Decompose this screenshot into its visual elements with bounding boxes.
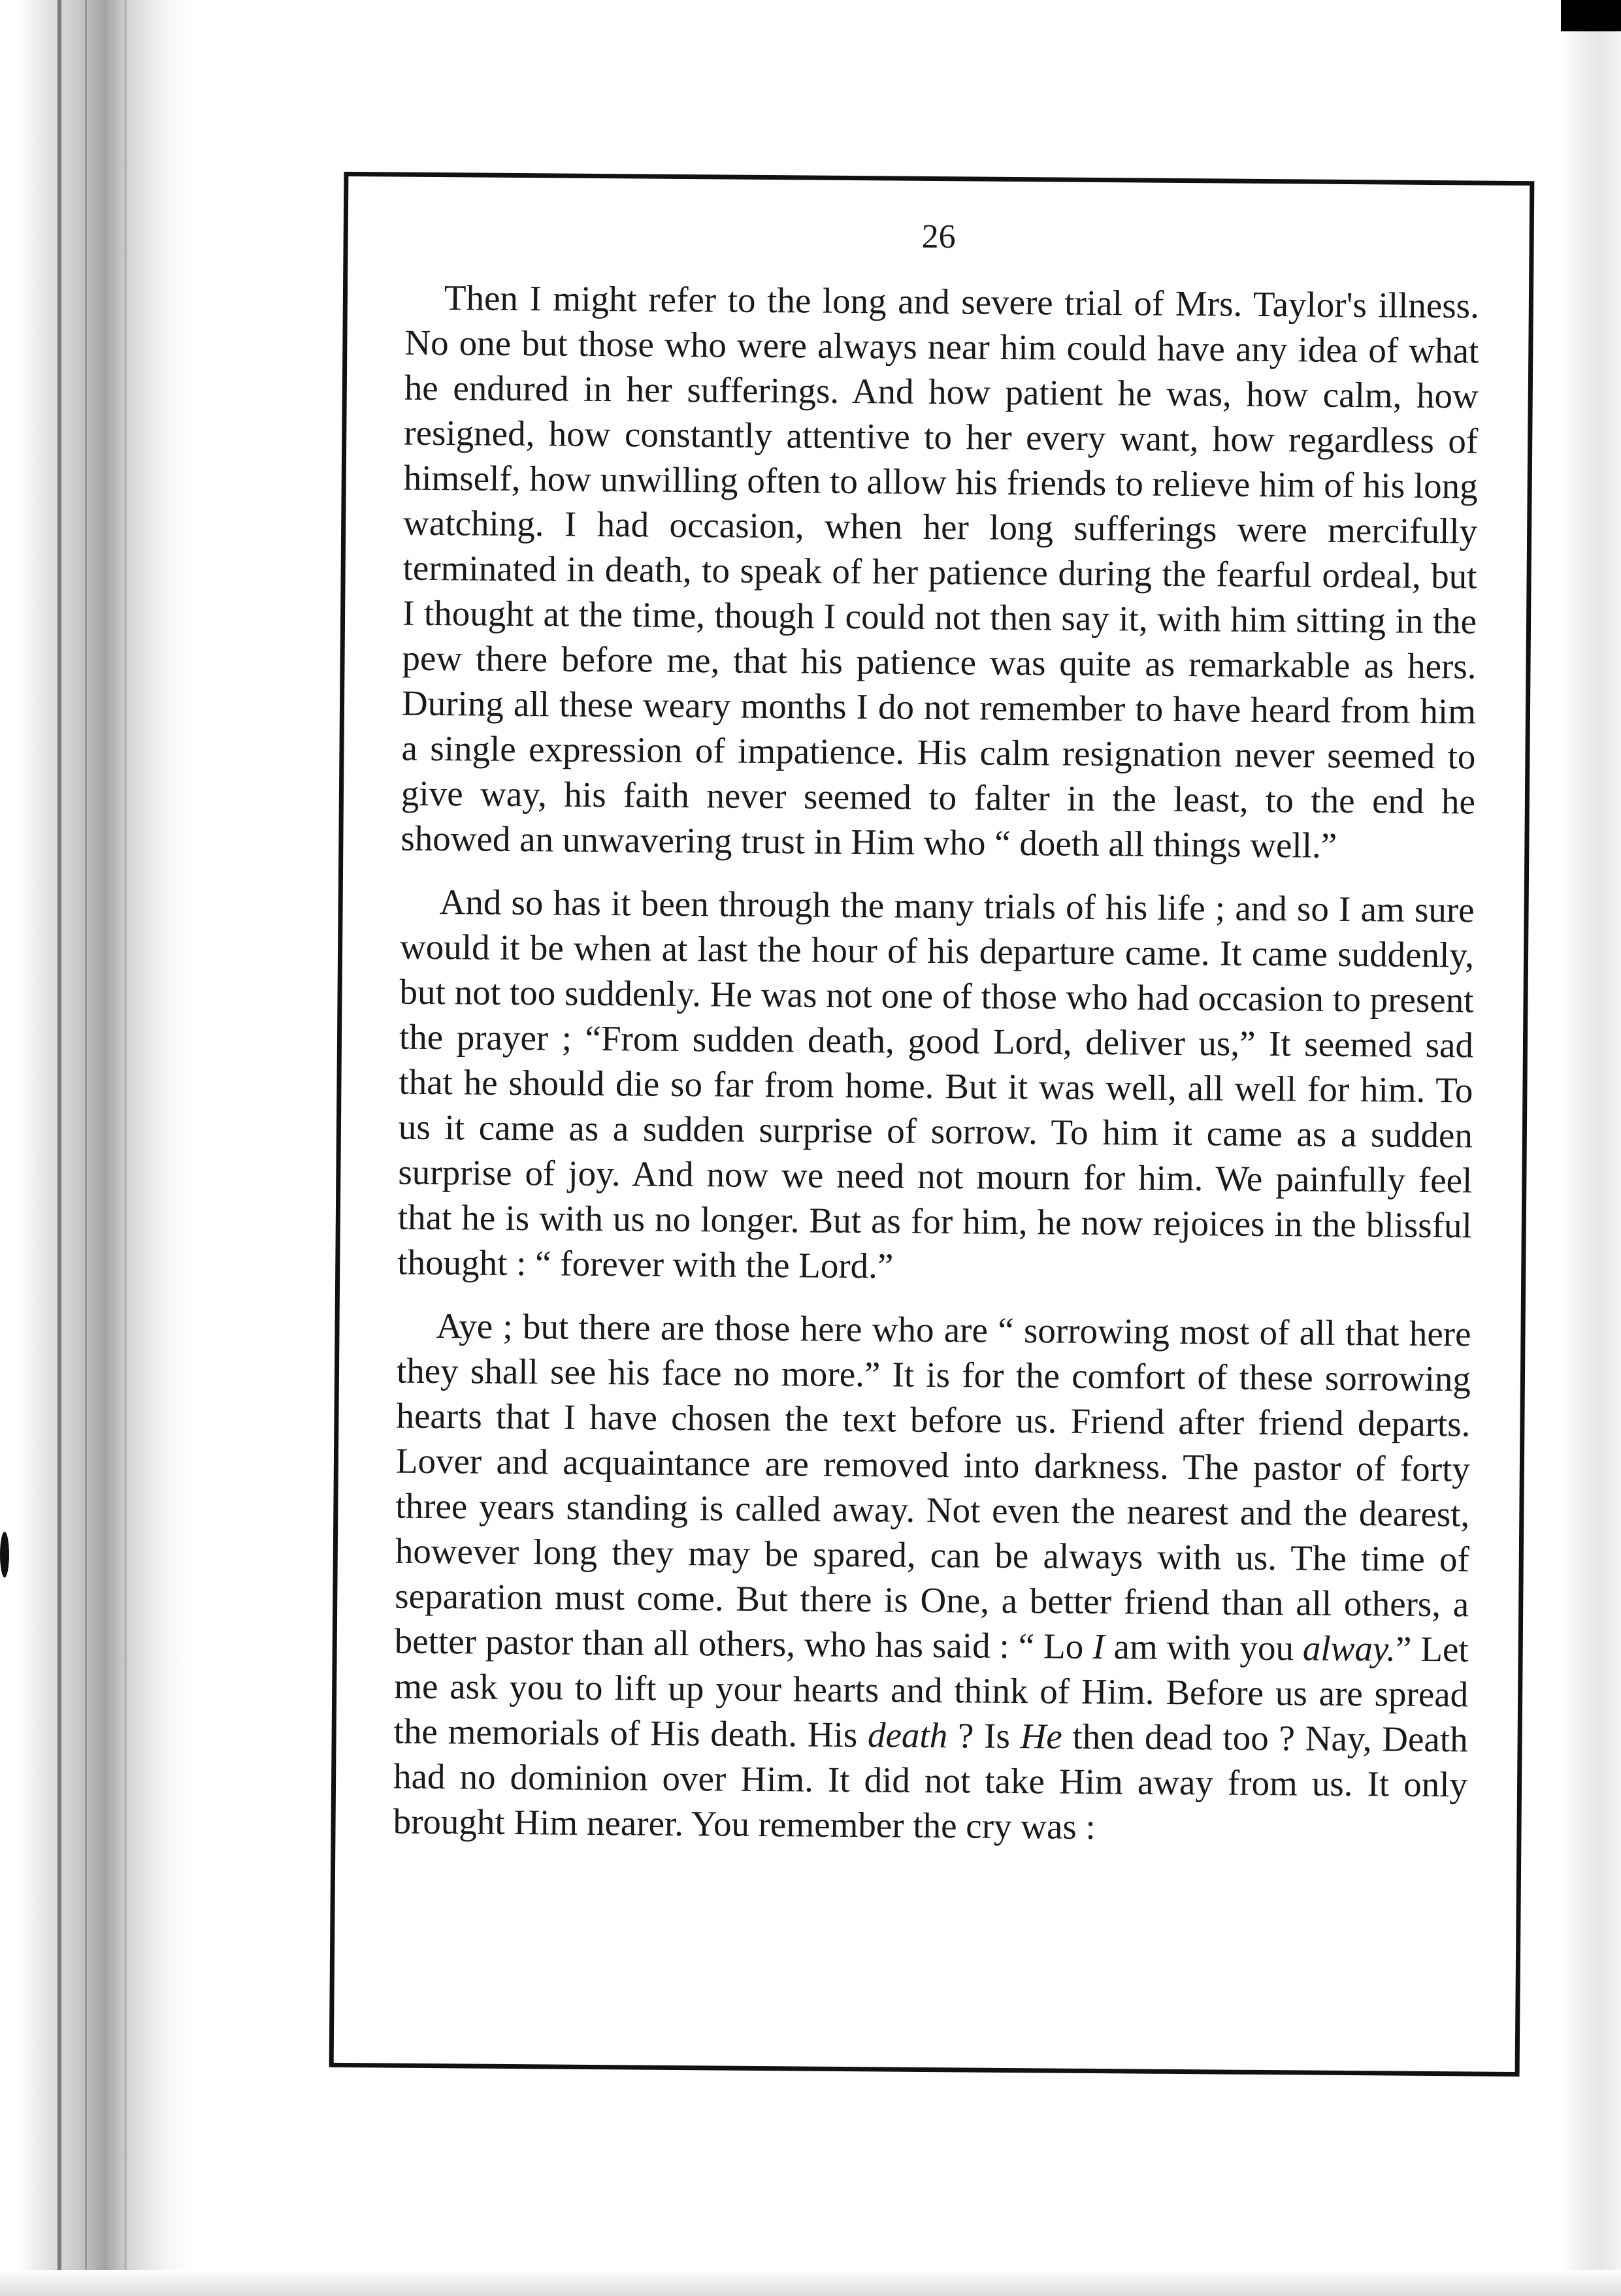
page-bottom-margin <box>0 2270 1621 2296</box>
page-number: 26 <box>921 218 956 256</box>
book-page-edge <box>0 0 196 2296</box>
paragraph-3-text: ” Let me ask you to lift up your hearts and think of Him. Before us are spread the memorials of His death. His <box>393 1628 1469 1755</box>
scan-corner <box>1561 0 1621 31</box>
body-text <box>393 275 1479 1852</box>
emphasis-i: I <box>1092 1626 1105 1667</box>
paragraph-2: And so has it been through the many trials of his life ; and so I am sure would it be when at last the hour of his departure came. It came suddenly, but not too suddenly. He was not one of those who had occasion to present the prayer ; “From sudden death, good Lord, deliver us,” It seemed sad that he should die so far from home. But it was well, all well for him. To us it came as a sudden surprise of sorrow. To him it came as a sudden surprise of joy. And now we need not mourn for him. We painfully feel that he is with us no longer. But as for him, he now rejoices in the blissful thought : “ forever with the Lord.” <box>397 882 1475 1286</box>
paragraph-3-text: then dead too ? Nay, Death had no dominion over Him. It did not take Him away from us. It only brought Him nearer. You remember the cry was : <box>393 1716 1468 1847</box>
emphasis-death: death <box>867 1715 948 1756</box>
paragraph-3-text: am with you <box>1104 1626 1303 1668</box>
text-frame <box>329 172 1535 2077</box>
paragraph-3 <box>393 1303 1471 1852</box>
page-right-margin <box>1561 0 1621 2296</box>
paragraph-3-text: Aye ; but there are those here who are “ sorrowing most of all that here they shall see his face no more.” It is for the comfort of these sorrowing hearts that I have chosen the text before us. Friend after friend departs. Lover and acquaintance are removed into darkness. The pastor of forty three years standing is called away. Not even the nearest and the dearest, however long they may be spared, can be always with us. The time of separation must come. But there is One, a better friend than all others, a better pastor than all others, who has said : “ Lo <box>394 1306 1471 1666</box>
emphasis-alway: alway. <box>1302 1628 1396 1669</box>
paragraph-3-text: ? Is <box>947 1715 1021 1756</box>
paragraph-1: Then I might refer to the long and severe trial of Mrs. Taylor's illness. No one but those who were always near him could have any idea of what he endured in her sufferings. And how patient he was, how calm, how resigned, how constantly attentive to her every want, how regardless of himself, how unwilling often to allow his friends to relieve him of his long watching. I had occasion, when her long sufferings were mercifully terminated in death, to speak of her patience during the fearful ordeal, but I thought at the time, though I could not then say it, with him sitting in the pew there before me, that his patience was quite as remarkable as hers. During all these weary months I do not remember to have heard from him a single expression of impatience. His calm resignation never seemed to give way, his faith never seemed to falter in the least, to the end he showed an unwavering trust in Him who “ doeth all things well.” <box>401 278 1480 865</box>
binding-mark <box>0 1532 9 1577</box>
emphasis-he: He <box>1020 1716 1063 1756</box>
